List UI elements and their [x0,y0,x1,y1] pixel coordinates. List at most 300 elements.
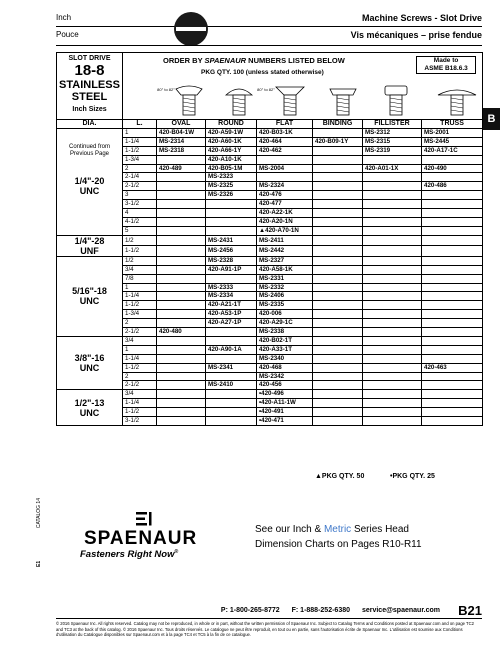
truss-part-cell: 420-A17-1C [422,146,483,155]
oval-part-cell: MS-2318 [157,146,206,155]
fillister-part-cell [363,274,422,283]
flat-part-cell: MS-2340 [257,354,313,363]
truss-part-cell [422,235,483,246]
head-drawings-cell [123,81,483,120]
truss-part-cell [422,319,483,328]
cross-ref-a: See our Inch & [255,524,324,535]
length-cell: 1-1/4 [123,354,157,363]
flat-part-cell [257,155,313,164]
size-series: UNC [79,363,100,374]
product-line4: STEEL [71,91,108,103]
binding-part-cell [313,128,363,137]
size-thread: 1/4"-20 [74,175,105,186]
length-cell: 1-1/4 [123,137,157,146]
truss-part-cell: MS-2001 [422,128,483,137]
length-cell: 1-3/4 [123,310,157,319]
flat-part-cell: 420-A20-1N [257,217,313,226]
fillister-part-cell: 420-A01-1X [363,164,422,173]
fillister-part-cell [363,354,422,363]
binding-part-cell [313,164,363,173]
binding-part-cell [313,408,363,417]
binding-part-cell [313,182,363,191]
oval-part-cell [157,182,206,191]
binding-part-cell [313,209,363,218]
fillister-part-cell: MS-2315 [363,137,422,146]
fillister-part-cell [363,209,422,218]
catalog-vertical-note: CATALOG 14 [36,498,42,529]
fillister-part-cell [363,292,422,301]
head-drawings [123,81,483,119]
truss-part-cell [422,301,483,310]
round-part-cell: 420-A53-1P [206,310,257,319]
length-cell: 3/4 [123,390,157,399]
col-length: L. [123,120,157,129]
flat-head-drawing [276,87,304,115]
oval-part-cell: 420-480 [157,328,206,337]
col-round: ROUND [206,120,257,129]
flat-part-cell: •420-471 [257,417,313,426]
table-row [57,336,483,345]
order-note-prefix: ORDER BY [163,56,205,65]
length-cell: 4-1/2 [123,217,157,226]
col-fillister: FILLISTER [363,120,422,129]
fillister-part-cell [363,246,422,257]
round-part-cell [206,390,257,399]
oval-part-cell: 420-B04-1W [157,128,206,137]
flat-part-cell: 420-006 [257,310,313,319]
length-cell: 2-1/2 [123,182,157,191]
binding-part-cell [313,328,363,337]
flat-part-cell: 420-A58-1K [257,265,313,274]
logo-mark-icon [135,511,153,527]
round-part-cell [206,417,257,426]
round-part-cell [206,217,257,226]
column-header-row [57,120,483,129]
length-cell: 1-1/2 [123,301,157,310]
round-part-cell: 420-A21-1T [206,301,257,310]
binding-head-drawing [330,89,356,115]
oval-part-cell [157,372,206,381]
size-series: UNC [79,407,100,418]
oval-part-cell [157,209,206,218]
binding-part-cell [313,399,363,408]
oval-part-cell [157,363,206,372]
binding-part-cell [313,256,363,265]
product-table [56,52,483,426]
truss-part-cell [422,200,483,209]
col-binding: BINDING [313,120,363,129]
truss-part-cell: MS-2445 [422,137,483,146]
oval-part-cell [157,408,206,417]
length-cell: 3/4 [123,265,157,274]
logo-tagline: Fasteners Right Now® [80,549,179,561]
binding-part-cell [313,235,363,246]
order-note-suffix: NUMBERS LISTED BELOW [246,56,345,65]
flat-part-cell: MS-2411 [257,235,313,246]
binding-part-cell [313,191,363,200]
flat-part-cell: MS-2331 [257,274,313,283]
oval-part-cell [157,390,206,399]
truss-part-cell [422,328,483,337]
oval-part-cell [157,274,206,283]
fillister-part-cell [363,182,422,191]
order-note [163,56,345,65]
oval-part-cell [157,283,206,292]
flat-part-cell: 420-A33-1T [257,345,313,354]
footer-email[interactable]: service@spaenaur.com [361,607,440,614]
oval-head-drawing [176,86,202,115]
round-part-cell [206,274,257,283]
flat-part-cell: •420-496 [257,390,313,399]
cross-ref-line2: Dimension Charts on Pages R10-R11 [255,539,422,550]
truss-part-cell [422,274,483,283]
length-cell: 2-1/2 [123,328,157,337]
round-part-cell: 420-B05-1M [206,164,257,173]
length-cell: 1/2 [123,256,157,265]
binding-part-cell [313,246,363,257]
fillister-part-cell [363,390,422,399]
round-part-cell: MS-2326 [206,191,257,200]
truss-part-cell [422,265,483,274]
fillister-part-cell [363,191,422,200]
flat-part-cell: MS-2342 [257,372,313,381]
length-cell: 1-1/2 [123,408,157,417]
binding-part-cell [313,319,363,328]
binding-part-cell [313,226,363,235]
flat-part-cell [257,173,313,182]
flat-part-cell: 420-A22-1K [257,209,313,218]
binding-part-cell [313,146,363,155]
truss-part-cell [422,417,483,426]
flat-part-cell: •420-A11-1W [257,399,313,408]
length-cell: 1 [123,345,157,354]
size-series: UNF [80,245,99,256]
length-cell: 1-1/4 [123,292,157,301]
oval-part-cell [157,310,206,319]
length-cell: 3-1/2 [123,200,157,209]
length-cell: 1-1/4 [123,399,157,408]
logo-name: SPAENAUR [84,528,198,549]
size-series: UNC [79,185,100,196]
header-title-fr: Vis mécaniques – prise fendue [350,30,482,40]
vertical-logo-mark: E1 [36,560,42,567]
truss-part-cell: 420-490 [422,164,483,173]
oval-part-cell [157,354,206,363]
length-cell: 2-1/2 [123,381,157,390]
footer-phone: P: 1-800-265-8772 [220,607,280,614]
flat-part-cell: •420-491 [257,408,313,417]
flat-part-cell: MS-2327 [257,256,313,265]
product-line3: STAINLESS [59,79,120,91]
fillister-part-cell: MS-2312 [363,128,422,137]
round-part-cell: MS-2334 [206,292,257,301]
flat-part-cell: MS-2406 [257,292,313,301]
header-pouce: Pouce [56,30,79,39]
binding-part-cell [313,265,363,274]
binding-part-cell [313,301,363,310]
oval-degree-label: 80° to 82° [157,87,175,92]
fillister-head-drawing [385,86,407,115]
dia-cell [57,256,123,336]
fillister-part-cell [363,345,422,354]
footer-fax: F: 1-888-252-6380 [291,607,350,614]
length-cell: 1-1/2 [123,146,157,155]
truss-part-cell [422,209,483,218]
truss-part-cell [422,226,483,235]
oval-part-cell [157,226,206,235]
length-cell: 1-3/4 [123,155,157,164]
truss-part-cell [422,191,483,200]
truss-part-cell [422,390,483,399]
oval-part-cell [157,319,206,328]
round-part-cell: MS-2333 [206,283,257,292]
oval-part-cell [157,200,206,209]
fillister-part-cell: MS-2319 [363,146,422,155]
fillister-part-cell [363,417,422,426]
truss-part-cell [422,292,483,301]
truss-part-cell [422,246,483,257]
size-series: UNC [79,296,100,307]
truss-part-cell [422,408,483,417]
length-cell: 7/8 [123,274,157,283]
cross-ref-line1 [255,522,475,537]
truss-part-cell: 420-463 [422,363,483,372]
oval-part-cell [157,292,206,301]
round-part-cell: MS-2410 [206,381,257,390]
length-cell: 3-1/2 [123,417,157,426]
oval-part-cell [157,217,206,226]
round-part-cell: MS-2341 [206,363,257,372]
truss-part-cell [422,372,483,381]
round-part-cell [206,399,257,408]
product-title-cell [57,53,123,120]
size-thread: 3/8"-16 [74,353,105,364]
round-part-cell [206,372,257,381]
oval-part-cell [157,345,206,354]
length-cell: 3/4 [123,336,157,345]
oval-part-cell [157,246,206,257]
table-row [57,128,483,137]
fillister-part-cell [363,381,422,390]
truss-part-cell [422,354,483,363]
page-number: B21 [458,603,482,618]
dia-cell [57,390,123,426]
oval-part-cell [157,155,206,164]
truss-part-cell [422,155,483,164]
binding-part-cell [313,336,363,345]
fillister-part-cell [363,265,422,274]
flat-part-cell: MS-2332 [257,283,313,292]
oval-part-cell [157,256,206,265]
oval-part-cell [157,301,206,310]
binding-part-cell [313,200,363,209]
round-part-cell [206,336,257,345]
flat-part-cell: 420-476 [257,191,313,200]
size-thread: 1/4"-28 [74,235,105,246]
fillister-part-cell [363,319,422,328]
round-part-cell [206,226,257,235]
cross-ref-metric: Metric [323,524,352,535]
order-note-brand: SPAENAUR [204,56,247,65]
truss-head-drawing [438,90,476,115]
round-part-cell [206,408,257,417]
round-part-cell [206,200,257,209]
binding-part-cell [313,173,363,182]
dia-cell [57,336,123,389]
flat-part-cell: 420-468 [257,363,313,372]
table-row [57,390,483,399]
binding-part-cell [313,217,363,226]
binding-part-cell: 420-B09-1Y [313,137,363,146]
round-part-cell: MS-2328 [206,256,257,265]
dia-cell [57,128,123,235]
fine-print-en: © 2016 Spaenaur Inc. All rights reserved. Catalog may not be reproduced, in whole or in part, without the written permission of Spaenaur Inc. Subject to Catalog Terms and Conditions posted at Spaenaur.com and on page TC2 and TC3 at the back of this catalog. [56,621,474,632]
fillister-part-cell [363,217,422,226]
legend-pkg25: •PKG QTY. 25 [390,473,435,480]
truss-part-cell: 420-486 [422,182,483,191]
footer-contact [221,607,440,614]
truss-part-cell [422,336,483,345]
fillister-part-cell [363,301,422,310]
fillister-part-cell [363,226,422,235]
length-cell: 1 [123,128,157,137]
continued-note: Continued from Previous Page [68,143,111,157]
length-cell: 1-1/2 [123,246,157,257]
round-part-cell: MS-2323 [206,173,257,182]
binding-part-cell [313,363,363,372]
length-cell: 1-1/2 [123,363,157,372]
binding-part-cell [313,417,363,426]
flat-part-cell: 420-B03-1K [257,128,313,137]
footer-rule [56,618,482,619]
oval-part-cell [157,191,206,200]
fillister-part-cell [363,173,422,182]
oval-part-cell [157,336,206,345]
section-tab: B [483,108,500,130]
size-thread: 5/16"-18 [72,286,107,297]
binding-part-cell [313,155,363,164]
fillister-part-cell [363,399,422,408]
made-to-line2: ASME B18.6.3 [424,65,468,72]
flat-part-cell: MS-2004 [257,164,313,173]
binding-part-cell [313,372,363,381]
truss-part-cell [422,256,483,265]
header-divider [56,26,482,27]
order-note-cell [123,53,483,82]
fillister-part-cell [363,235,422,246]
oval-part-cell [157,381,206,390]
length-cell: 2 [123,319,157,328]
oval-part-cell [157,235,206,246]
legend-pkg50: ▲PKG QTY. 50 [315,473,365,480]
flat-part-cell: 420-A29-1C [257,319,313,328]
fillister-part-cell [363,283,422,292]
order-pkg: PKG QTY. 100 (unless stated otherwise) [201,69,324,76]
fillister-part-cell [363,310,422,319]
truss-part-cell [422,173,483,182]
oval-part-cell [157,417,206,426]
col-truss: TRUSS [422,120,483,129]
oval-part-cell [157,399,206,408]
product-line1: SLOT DRIVE [68,55,111,62]
binding-part-cell [313,354,363,363]
oval-part-cell [157,265,206,274]
oval-part-cell [157,173,206,182]
flat-part-cell: MS-2338 [257,328,313,337]
binding-part-cell [313,390,363,399]
fillister-part-cell [363,328,422,337]
oval-part-cell: 420-489 [157,164,206,173]
binding-part-cell [313,381,363,390]
header-bottom-rule [56,45,482,46]
round-head-drawing [226,89,252,115]
truss-part-cell [422,217,483,226]
flat-part-cell: 420-462 [257,146,313,155]
flat-part-cell: ▲420-A70-1N [257,226,313,235]
flat-part-cell: MS-2442 [257,246,313,257]
table-row [57,256,483,265]
length-cell: 1 [123,283,157,292]
truss-part-cell [422,283,483,292]
made-to-box [416,56,476,74]
round-part-cell [206,328,257,337]
binding-part-cell [313,283,363,292]
made-to-line1: Made to [433,57,459,64]
truss-part-cell [422,310,483,319]
round-part-cell: 420-A91-1P [206,265,257,274]
col-flat: FLAT [257,120,313,129]
flat-part-cell: MS-2324 [257,182,313,191]
truss-part-cell [422,345,483,354]
cross-ref-b: Series Head [351,524,409,535]
fillister-part-cell [363,408,422,417]
length-cell: 2 [123,372,157,381]
length-cell: 2-1/4 [123,173,157,182]
slot-drive-icon [174,12,208,46]
product-line5: Inch Sizes [72,106,107,113]
fillister-part-cell [363,372,422,381]
dia-cell [57,235,123,256]
round-part-cell [206,354,257,363]
fillister-part-cell [363,200,422,209]
round-part-cell: MS-2325 [206,182,257,191]
header-inch: Inch [56,13,72,22]
fillister-part-cell [363,256,422,265]
size-thread: 1/2"-13 [74,397,105,408]
fillister-part-cell [363,363,422,372]
oval-part-cell: MS-2314 [157,137,206,146]
header-title-en: Machine Screws - Slot Drive [361,13,482,23]
length-cell: 5 [123,226,157,235]
cross-reference [255,522,475,552]
fine-print-fr: © 2016 Spaenaur Inc. Tous droits réservés. Le catalogue ne peut être reproduit, en tout ou en partie, sans l'autorisation écrite de Spaenaur Inc. L'utilisation est soumise aux Conditions d'utilisation du Catalogue disponibles sur Spaenaur.com et à la page TC4 et TC5 à la fin de ce catalogue. [56,626,463,637]
flat-part-cell: MS-2335 [257,301,313,310]
fine-print [56,621,482,638]
col-oval: OVAL [157,120,206,129]
fillister-part-cell [363,336,422,345]
flat-part-cell: 420-464 [257,137,313,146]
flat-part-cell: 420-456 [257,381,313,390]
binding-part-cell [313,292,363,301]
round-part-cell: 420-A90-1A [206,345,257,354]
table-row [57,235,483,246]
round-part-cell: MS-2456 [206,246,257,257]
flat-degree-label: 80° to 82° [257,87,275,92]
round-part-cell: 420-A10-1K [206,155,257,164]
binding-part-cell [313,310,363,319]
fillister-part-cell [363,155,422,164]
round-part-cell: 420-A27-1P [206,319,257,328]
